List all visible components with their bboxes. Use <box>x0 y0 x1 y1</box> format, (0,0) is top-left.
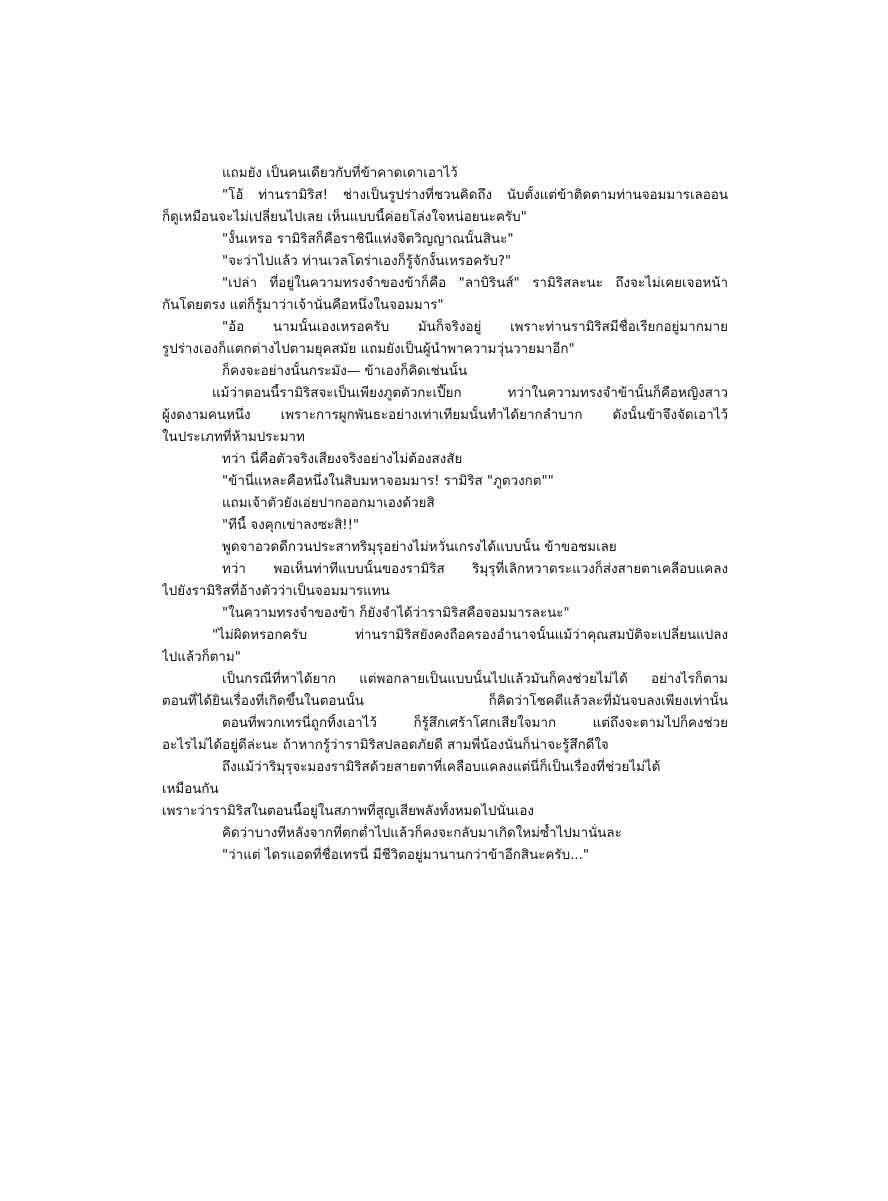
text-line: ผู้งดงามคนหนึ่ง เพราะการผูกพันธะอย่างเท่าเทียมนั้นทำได้ยากลำบาก ดังนั้นข้าจึงจัดเอาไว้ <box>162 408 728 423</box>
text-line: "จะว่าไปแล้ว ท่านเวลโดร่าเองก็รู้จักงั้นเหรอครับ?" <box>222 254 512 269</box>
text-line: แม้ว่าตอนนี้รามิริสจะเป็นเพียงภูตตัวกะเปี๊ยก ทว่าในความทรงจำข้านั้นก็คือหญิงสาว <box>212 386 728 401</box>
text-line: "ข้านี่แหละคือหนึ่งในสิบมหาจอมมาร! รามิริส "ภูตวงกต"" <box>222 474 554 489</box>
text-line: เหมือนกัน <box>162 782 219 797</box>
text-line: ตอนที่พวกเทรนี่ถูกทิ้งเอาไว้ ก็รู้สึกเศร้าโศกเสียใจมาก แต่ถึงจะตามไปก็คงช่วย <box>222 716 728 731</box>
text-line: รูปร่างเองก็แตกต่างไปตามยุคสมัย แถมยังเป็นผู้นำพาความวุ่นวายมาอีก" <box>162 342 575 357</box>
text-line: ในประเภทที่ห้ามประมาท <box>162 430 305 445</box>
text-line: กันโดยตรง แต่ก็รู้มาว่าเจ้านั่นคือหนึ่งในจอมมาร" <box>162 298 444 313</box>
text-line: "ทีนี้ จงคุกเข่าลงซะสิ!!" <box>222 518 360 533</box>
text-line: "โอ้ ท่านรามิริส! ช่างเป็นรูปร่างที่ชวนคิดถึง นับตั้งแต่ข้าติดตามท่านจอมมารเลออน <box>222 188 728 203</box>
text-line: เพราะว่ารามิริสในตอนนี้อยู่ในสภาพที่สูญเสียพลังทั้งหมดไปนั่นเอง <box>162 804 534 819</box>
text-line: ทว่า นี่คือตัวจริงเสียงจริงอย่างไม่ต้องสงสัย <box>222 452 463 467</box>
text-line: ทว่า พอเห็นท่าทีแบบนั้นของรามิริส ริมุรุที่เลิกหวาดระแวงก็ส่งสายตาเคลือบแคลง <box>222 562 728 577</box>
text-line: คิดว่าบางทีหลังจากที่ตกต่ำไปแล้วก็คงจะกลับมาเกิดใหม่ซ้ำไปมานั่นละ <box>222 826 622 841</box>
text-line: แถมยัง เป็นคนเดียวกับที่ข้าคาดเดาเอาไว้ <box>222 166 458 181</box>
text-line: ไปแล้วก็ตาม" <box>162 650 241 665</box>
text-line: "อ้อ นามนั้นเองเหรอครับ มันก็จริงอยู่ เพราะท่านรามิริสมีชื่อเรียกอยู่มากมาย <box>222 320 728 335</box>
text-line: "ว่าแต่ ไดรแอดที่ชื่อเทรนี่ มีชีวิตอยู่มานานกว่าข้าอีกสินะครับ..." <box>222 848 589 863</box>
text-line: "เปล่า ที่อยู่ในความทรงจำของข้าก็คือ "ลาบิรินส์" รามิริสละนะ ถึงจะไม่เคยเจอหน้า <box>222 276 728 291</box>
text-line: ก็ดูเหมือนจะไม่เปลี่ยนไปเลย เห็นแบบนี้ค่อยโล่งใจหน่อยนะครับ" <box>162 210 527 225</box>
text-line: พูดจาอวดดีกวนประสาทริมุรุอย่างไม่หวั่นเกรงได้แบบนั้น ข้าขอชมเลย <box>222 540 617 555</box>
text-line: ก็คงจะอย่างนั้นกระมัง— ข้าเองก็คิดเช่นนั้น <box>222 364 468 379</box>
text-line: "ไม่ผิดหรอกครับ ท่านรามิริสยังคงถือครองอำนาจนั้นแม้ว่าคุณสมบัติจะเปลี่ยนแปลง <box>212 628 728 643</box>
text-line: ถึงแม้ว่าริมุรุจะมองรามิริสด้วยสายตาที่เคลือบแคลงแต่นี่ก็เป็นเรื่องที่ช่วยไม่ได้ <box>222 760 661 775</box>
text-line: "งั้นเหรอ รามิริสก็คือราชินีแห่งจิตวิญญาณนั้นสินะ" <box>222 232 514 247</box>
text-line: แถมเจ้าตัวยังเอ่ยปากออกมาเองด้วยสิ <box>222 496 435 511</box>
text-line: เป็นกรณีที่หาได้ยาก แต่พอกลายเป็นแบบนั้นไปแล้วมันก็คงช่วยไม่ได้ อย่างไรก็ตาม <box>222 672 728 687</box>
text-line: "ในความทรงจำของข้า ก็ยังจำได้ว่ารามิริสคือจอมมารละนะ" <box>222 606 570 621</box>
text-line: ตอนที่ได้ยินเรื่องที่เกิดขึ้นในตอนนั้น ก็คิดว่าโชคดีแล้วละที่มันจบลงเพียงเท่านั้น <box>162 694 728 709</box>
text-line: ไปยังรามิริสที่อ้างตัวว่าเป็นจอมมารแทน <box>162 584 390 599</box>
text-line: อะไรไม่ได้อยู่ดีล่ะนะ ถ้าหากรู้ว่ารามิริสปลอดภัยดี สามพี่น้องนั่นก็น่าจะรู้สึกดีใจ <box>162 738 609 753</box>
